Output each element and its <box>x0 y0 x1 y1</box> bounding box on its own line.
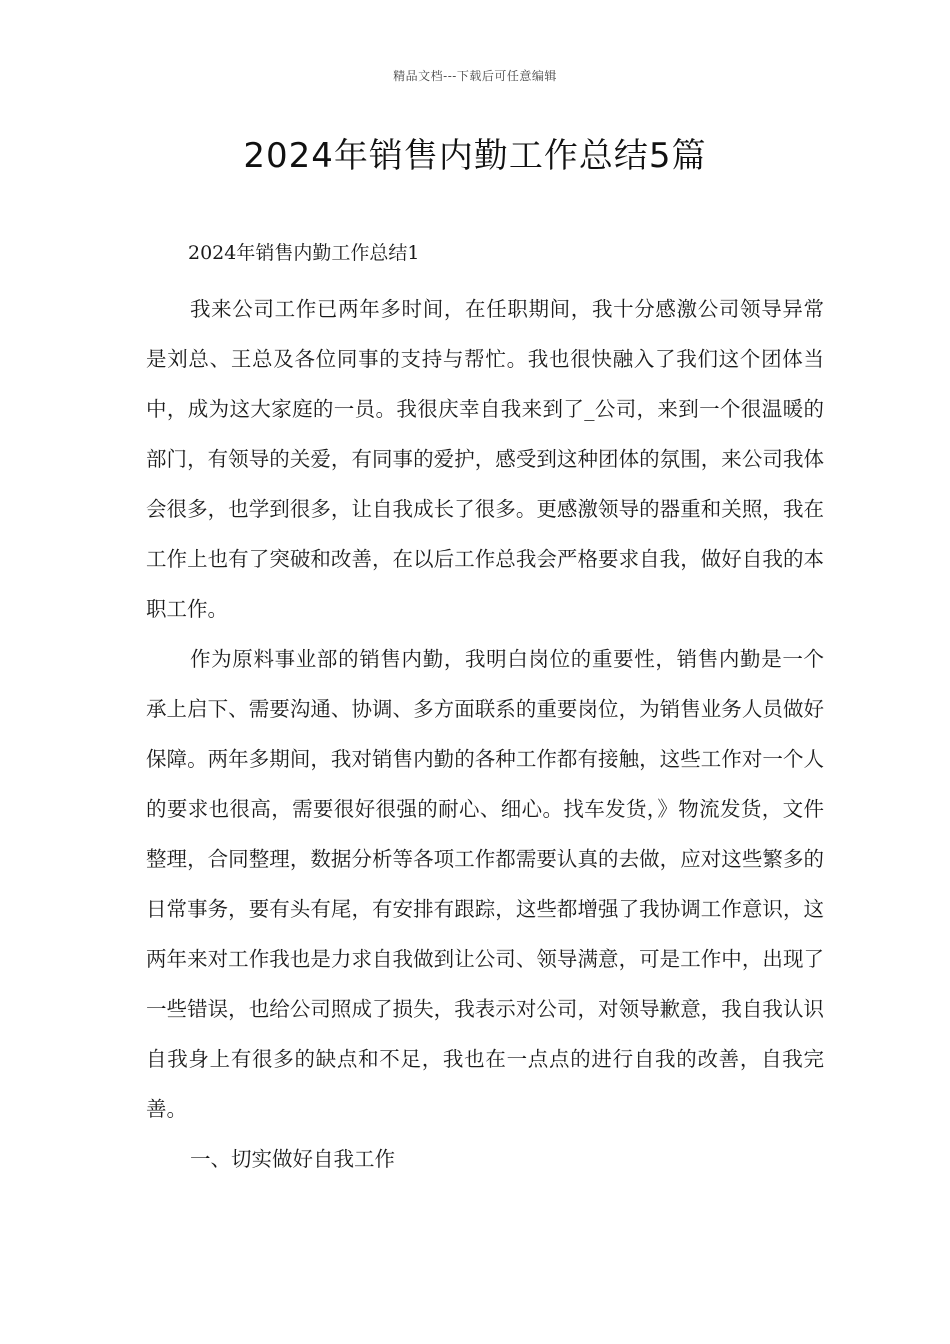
page-title: 2024年销售内勤工作总结5篇 <box>243 136 707 176</box>
paragraph-2: 作为原料事业部的销售内勤，我明白岗位的重要性，销售内勤是一个承上启下、需要沟通、协调、多方面联系的重要岗位，为销售业务人员做好保障。两年多期间，我对销售内勤的各种工作都有接触，这些工作对一个人的要求也很高，需要很好很强的耐心、细心。找车发货，》物流发货，文件整理，合同整理，数据分析等各项工作都需要认真的去做，应对这些繁多的日常事务，要有头有尾，有安排有跟踪，这些都增强了我协调工作意识，这两年来对工作我也是力求自我做到让公司、领导满意，可是工作中，出现了一些错误，也给公司照成了损失，我表示对公司，对领导歉意，我自我认识自我身上有很多的缺点和不足，我也在一点点的进行自我的改善，自我完善。 <box>146 647 824 1121</box>
section-heading: 一、切实做好自我工作 <box>190 1147 395 1171</box>
paragraph-1: 我来公司工作已两年多时间，在任职期间，我十分感激公司领导异常是刘总、王总及各位同事的支持与帮忙。我也很快融入了我们这个团体当中，成为这大家庭的一员。我很庆幸自我来到了_公司，来到一个很温暖的部门，有领导的关爱，有同事的爱护，感受到这种团体的氛围，来公司我体会很多，也学到很多，让自我成长了很多。更感激领导的器重和关照，我在工作上也有了突破和改善，在以后工作总我会严格要求自我，做好自我的本职工作。 <box>146 297 824 621</box>
section-subheading: 2024年销售内勤工作总结1 <box>188 242 420 264</box>
header-note: 精品文档---下载后可任意编辑 <box>393 69 557 83</box>
document-body <box>146 234 824 1184</box>
